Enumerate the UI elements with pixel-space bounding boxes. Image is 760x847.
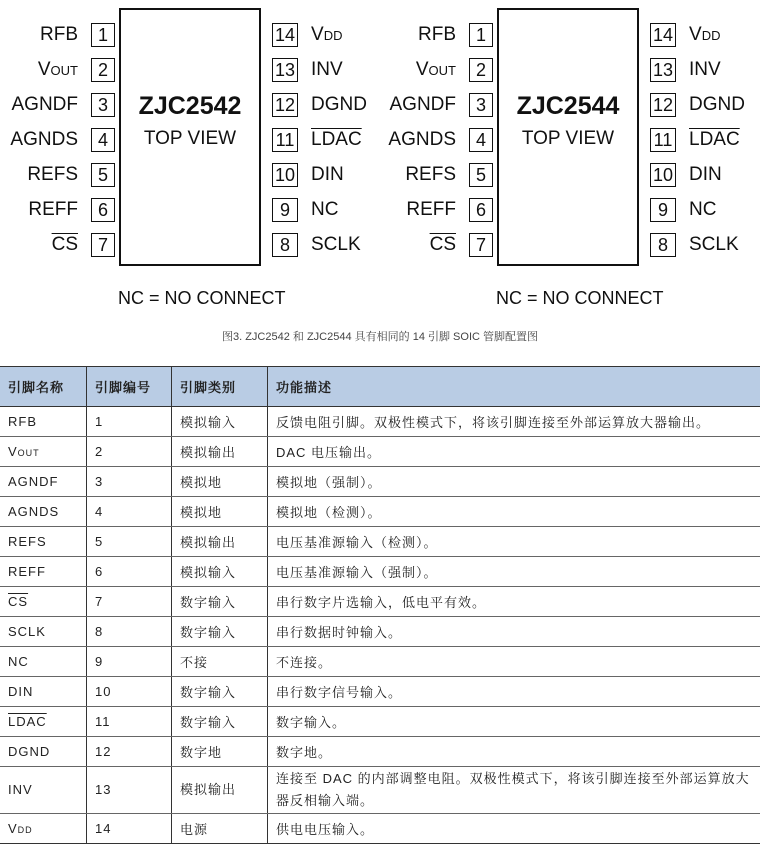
pin-label: SCLK [311, 234, 361, 255]
pin-label: REFS [27, 164, 78, 185]
table-row [0, 467, 760, 497]
cell-pin-name: REFF [0, 557, 87, 587]
cell-pin-name: AGNDF [0, 467, 87, 497]
pin-label: $\overline{CS}$ [51, 234, 78, 255]
cell-pin-name: DIN [0, 677, 87, 707]
pin-number: 12 [650, 93, 676, 117]
cell-description: 电压基准源输入（强制）。 [268, 557, 760, 587]
pin-12 [0, 93, 380, 117]
cell-description: 反馈电阻引脚。双极性模式下，将该引脚连接至外部运算放大器输出。 [268, 407, 760, 437]
cell-pin-number: 13 [87, 767, 172, 814]
cell-description: 串行数据时钟输入。 [268, 617, 760, 647]
pin-label: VDD [311, 24, 343, 45]
pin-label: $\overline{CS}$ [429, 234, 456, 255]
pin-number: 10 [272, 163, 298, 187]
pin-12 [378, 93, 758, 117]
pin-8 [0, 233, 380, 257]
pin-label: AGNDF [389, 94, 456, 115]
cell-pin-name: $\overline{CS}$ [0, 587, 87, 617]
cell-pin-name: REFS [0, 527, 87, 557]
cell-pin-number: 6 [87, 557, 172, 587]
cell-pin-type: 数字地 [172, 737, 268, 767]
cell-pin-number: 10 [87, 677, 172, 707]
pin-label: REFF [28, 199, 78, 220]
pin-number: 3 [469, 93, 493, 117]
pin-number: 7 [469, 233, 493, 257]
table-row [0, 527, 760, 557]
pin-label: DGND [689, 94, 745, 115]
pin-label: SCLK [689, 234, 739, 255]
cell-pin-type: 模拟输出 [172, 437, 268, 467]
cell-description: 模拟地（强制）。 [268, 467, 760, 497]
table-row [0, 557, 760, 587]
pin-10 [0, 163, 380, 187]
table-header-row [0, 367, 760, 407]
cell-pin-type: 模拟输出 [172, 767, 268, 814]
cell-pin-type: 数字输入 [172, 677, 268, 707]
cell-pin-type: 模拟输入 [172, 557, 268, 587]
cell-pin-name: SCLK [0, 617, 87, 647]
table-row [0, 617, 760, 647]
pin-number: 5 [91, 163, 115, 187]
pin-10 [378, 163, 758, 187]
cell-description: 数字输入。 [268, 707, 760, 737]
pin-number: 4 [91, 128, 115, 152]
cell-pin-name: AGNDS [0, 497, 87, 527]
cell-pin-type: 数字输入 [172, 707, 268, 737]
cell-pin-number: 8 [87, 617, 172, 647]
cell-pin-number: 5 [87, 527, 172, 557]
pin-label: DGND [311, 94, 367, 115]
cell-description: 供电电压输入。 [268, 814, 760, 844]
pin-label: VDD [689, 24, 721, 45]
chip-view-label: TOP VIEW [143, 128, 237, 149]
pin-label: INV [311, 59, 343, 80]
cell-pin-type: 模拟地 [172, 497, 268, 527]
cell-pin-number: 7 [87, 587, 172, 617]
cell-pin-type: 模拟输入 [172, 407, 268, 437]
pin-11 [0, 128, 380, 152]
cell-description: 电压基准源输入（检测）。 [268, 527, 760, 557]
table-row [0, 767, 760, 814]
cell-pin-name: VOUT [0, 437, 87, 467]
cell-pin-type: 模拟输出 [172, 527, 268, 557]
cell-pin-name: VDD [0, 814, 87, 844]
chip-name: ZJC2544 [516, 92, 620, 120]
table-row [0, 587, 760, 617]
cell-pin-name: INV [0, 767, 87, 814]
pin-number: 8 [650, 233, 676, 257]
no-connect-note: NC = NO CONNECT [496, 288, 664, 308]
cell-description: 串行数字信号输入。 [268, 677, 760, 707]
chip-name: ZJC2542 [138, 92, 242, 120]
pin-number: 14 [272, 23, 298, 47]
table-row [0, 647, 760, 677]
table-row [0, 814, 760, 844]
pin-diagram-zjc2542 [0, 0, 380, 320]
pin-number: 4 [469, 128, 493, 152]
table-row [0, 707, 760, 737]
pin-number: 2 [469, 58, 493, 82]
pin-label: DIN [689, 164, 722, 185]
pin-label: REFS [405, 164, 456, 185]
no-connect-note: NC = NO CONNECT [118, 288, 286, 308]
pin-11 [378, 128, 758, 152]
pin-number: 11 [272, 128, 298, 152]
pin-number: 13 [272, 58, 298, 82]
header-pin-type: 引脚类别 [172, 367, 268, 407]
pin-number: 7 [91, 233, 115, 257]
pin-label: LDAC [689, 129, 740, 150]
pin-9 [0, 198, 380, 222]
pin-label: INV [689, 59, 721, 80]
cell-description: 串行数字片选输入，低电平有效。 [268, 587, 760, 617]
figure-caption: 图3. ZJC2542 和 ZJC2544 具有相同的 14 引脚 SOIC 管脚配置图 [221, 331, 539, 343]
pin-number: 13 [650, 58, 676, 82]
pin-number: 1 [91, 23, 115, 47]
cell-description: 数字地。 [268, 737, 760, 767]
pin-label: DIN [311, 164, 344, 185]
header-pin-number: 引脚编号 [87, 367, 172, 407]
cell-pin-number: 9 [87, 647, 172, 677]
table-row [0, 677, 760, 707]
pin-9 [378, 198, 758, 222]
pin-label: RFB [40, 24, 78, 45]
cell-pin-name: DGND [0, 737, 87, 767]
pin-label: AGNDS [10, 129, 78, 150]
table-row [0, 737, 760, 767]
pin-label: RFB [418, 24, 456, 45]
pin-14 [378, 23, 758, 47]
pin-number: 12 [272, 93, 298, 117]
pin-label: LDAC [311, 129, 362, 150]
cell-description: 模拟地（检测）。 [268, 497, 760, 527]
pin-number: 9 [272, 198, 298, 222]
cell-pin-number: 3 [87, 467, 172, 497]
cell-pin-type: 电源 [172, 814, 268, 844]
table-row [0, 437, 760, 467]
cell-pin-name: LDAC [0, 707, 87, 737]
cell-description: DAC 电压输出。 [268, 437, 760, 467]
pin-number: 9 [650, 198, 676, 222]
cell-pin-number: 2 [87, 437, 172, 467]
table-row [0, 407, 760, 437]
pin-label: AGNDF [11, 94, 78, 115]
cell-pin-type: 模拟地 [172, 467, 268, 497]
cell-description: 不连接。 [268, 647, 760, 677]
pin-number: 1 [469, 23, 493, 47]
pin-label: VOUT [37, 59, 78, 80]
table-row [0, 497, 760, 527]
pin-description-table [0, 366, 760, 844]
cell-pin-type: 不接 [172, 647, 268, 677]
pin-label: VOUT [415, 59, 456, 80]
pin-number: 5 [469, 163, 493, 187]
cell-pin-type: 数字输入 [172, 587, 268, 617]
pin-diagram-zjc2544 [378, 0, 758, 320]
cell-pin-number: 4 [87, 497, 172, 527]
header-pin-name: 引脚名称 [0, 367, 87, 407]
pin-label: REFF [406, 199, 456, 220]
pin-8 [378, 233, 758, 257]
pin-number: 11 [650, 128, 676, 152]
pin-number: 2 [91, 58, 115, 82]
cell-pin-name: RFB [0, 407, 87, 437]
pin-13 [0, 58, 380, 82]
pin-number: 14 [650, 23, 676, 47]
cell-description: 连接至 DAC 的内部调整电阻。双极性模式下，将该引脚连接至外部运算放大器反相输入端。 [268, 767, 760, 814]
cell-pin-name: NC [0, 647, 87, 677]
pin-number: 10 [650, 163, 676, 187]
pin-number: 6 [91, 198, 115, 222]
pin-number: 8 [272, 233, 298, 257]
pin-number: 3 [91, 93, 115, 117]
cell-pin-number: 11 [87, 707, 172, 737]
pin-label: AGNDS [388, 129, 456, 150]
cell-pin-number: 1 [87, 407, 172, 437]
pin-number: 6 [469, 198, 493, 222]
pin-14 [0, 23, 380, 47]
pin-13 [378, 58, 758, 82]
cell-pin-type: 数字输入 [172, 617, 268, 647]
pin-label: NC [689, 199, 717, 220]
cell-pin-number: 12 [87, 737, 172, 767]
header-description: 功能描述 [268, 367, 760, 407]
chip-view-label: TOP VIEW [521, 128, 615, 149]
cell-pin-number: 14 [87, 814, 172, 844]
pin-label: NC [311, 199, 339, 220]
